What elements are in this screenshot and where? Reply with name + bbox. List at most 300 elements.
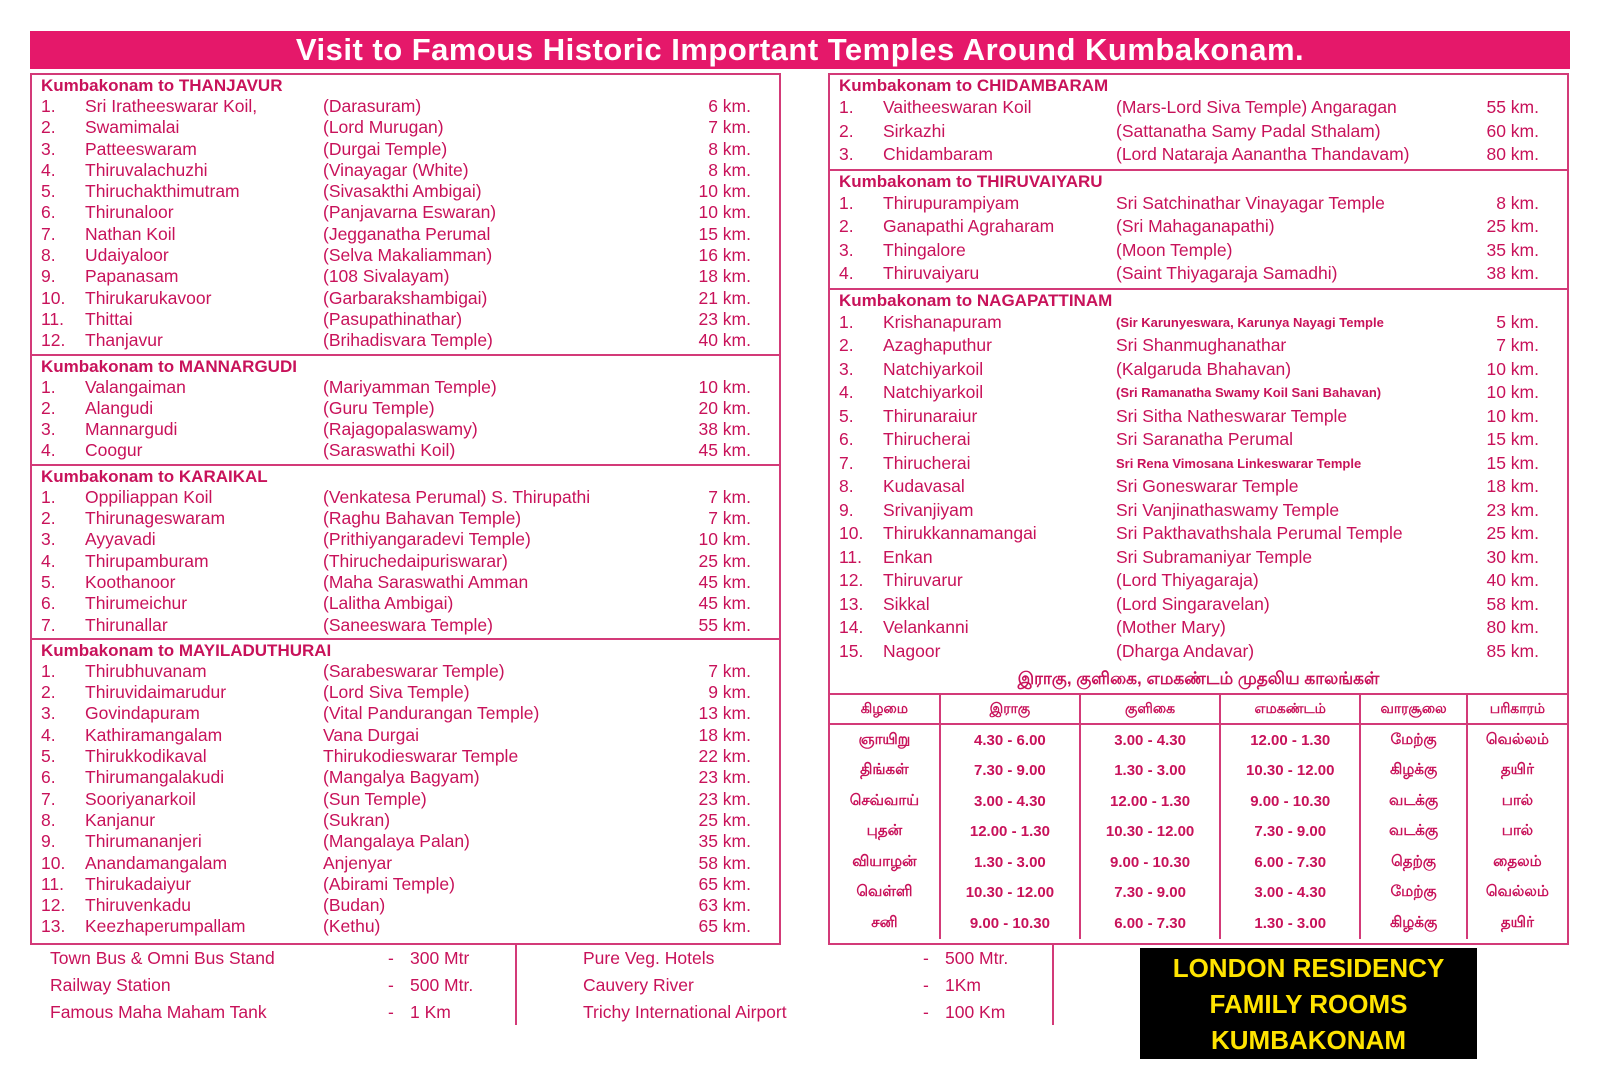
left-column [30, 73, 781, 945]
temple-number: 4. [41, 724, 56, 745]
temple-distance: 45 km. [698, 440, 751, 461]
temple-row [32, 746, 779, 767]
rahu-cell: தயிர் [1500, 913, 1534, 931]
temple-distance: 10 km. [1486, 405, 1539, 426]
temple-detail: (108 Sivalayam) [323, 266, 450, 287]
rahu-cell: 12.00 - 1.30 [1080, 786, 1220, 817]
rahu-cell: 1.30 - 3.00 [940, 847, 1080, 878]
temple-row [32, 96, 779, 117]
temple-number: 3. [839, 358, 854, 379]
temple-number: 6. [41, 767, 56, 788]
temple-number: 10. [41, 287, 66, 308]
nearby-dash: - [923, 948, 929, 968]
temple-detail: (Lord Nataraja Aanantha Thandavam) [1116, 144, 1410, 164]
temple-name: Thiruchakthimutram [85, 181, 240, 202]
rahu-row [830, 756, 1567, 787]
temple-name: Anandamangalam [85, 852, 228, 873]
temple-number: 7. [839, 452, 854, 473]
temple-distance: 22 km. [698, 746, 751, 767]
rahu-cell: 4.30 - 6.00 [940, 724, 1080, 756]
temple-number: 4. [41, 159, 56, 180]
temple-distance: 85 km. [1486, 640, 1539, 661]
temple-number: 12. [839, 570, 864, 590]
temple-name: Thittai [85, 308, 133, 329]
temple-name: Thirukarukavoor [85, 287, 212, 308]
rahu-row [830, 817, 1567, 848]
rahu-header: வாரசூலை [1360, 695, 1467, 724]
temple-detail: (Lord Thiyagaraja) [1116, 570, 1259, 590]
route-section [830, 290, 1567, 666]
temple-detail: (Vital Pandurangan Temple) [323, 703, 540, 724]
temple-number: 11. [41, 873, 65, 894]
temple-detail: (Mangalaya Palan) [323, 831, 470, 852]
nearby-list-1 [50, 945, 473, 1026]
temple-row [32, 181, 779, 202]
temple-row [32, 117, 779, 138]
temple-number: 4. [41, 440, 56, 461]
temple-name: Natchiyarkoil [883, 358, 984, 379]
temple-number: 1. [41, 486, 56, 507]
temple-row [830, 499, 1567, 523]
nearby-dash: - [388, 1002, 394, 1022]
temple-row [830, 522, 1567, 546]
temple-name: Velankanni [883, 617, 969, 637]
temple-number: 1. [839, 192, 854, 213]
rahu-cell: 9.00 - 10.30 [1220, 786, 1360, 817]
temple-name: Thirumangalakudi [85, 767, 225, 788]
temple-name: Srivanjiyam [883, 499, 974, 520]
temple-row [32, 160, 779, 181]
temple-number: 6. [41, 202, 56, 223]
temple-detail: (Sun Temple) [323, 788, 427, 809]
temple-row [830, 405, 1567, 429]
temple-name: Mannargudi [85, 419, 178, 440]
nearby-place: Cauvery River [583, 975, 694, 995]
temple-detail: Sri Shanmughanathar [1116, 335, 1287, 355]
temple-name: Azaghaputhur [883, 335, 992, 355]
temple-row [830, 143, 1567, 167]
temple-number: 6. [839, 429, 854, 449]
route-section [830, 75, 1567, 171]
temple-distance: 10 km. [698, 376, 751, 397]
temple-number: 4. [839, 263, 854, 283]
temple-distance: 38 km. [1486, 263, 1539, 283]
temple-name: Kudavasal [883, 476, 965, 496]
temple-distance: 25 km. [1486, 216, 1539, 236]
temple-detail: (Dharga Andavar) [1116, 640, 1255, 661]
rahu-cell: 10.30 - 12.00 [1220, 756, 1360, 787]
temple-detail: Sri Satchinathar Vinayagar Temple [1116, 192, 1385, 213]
right-column [828, 73, 1569, 945]
temple-detail: (Maha Saraswathi Amman [323, 571, 529, 592]
temple-number: 10. [839, 523, 864, 543]
temple-number: 3. [839, 144, 854, 164]
rahu-cell: பால் [1501, 791, 1534, 809]
rahu-cell: 6.00 - 7.30 [1080, 908, 1220, 939]
temple-distance: 23 km. [1486, 499, 1539, 520]
rahu-cell: கிழக்கு [1360, 756, 1467, 787]
temple-number: 9. [839, 499, 854, 520]
temple-name: Thirupurampiyam [883, 192, 1020, 213]
rahu-header: இராகு [940, 695, 1080, 724]
temple-detail: (Moon Temple) [1116, 239, 1233, 260]
temple-row [830, 192, 1567, 216]
temple-number: 10. [41, 852, 66, 873]
nearby-place: Railway Station [50, 975, 171, 995]
nearby-dash: - [388, 948, 394, 968]
temple-detail: (Prithiyangaradevi Temple) [323, 529, 531, 550]
temple-row [32, 309, 779, 330]
temple-number: 9. [41, 831, 56, 852]
temple-detail: (Lord Singaravelan) [1116, 593, 1270, 614]
temple-detail: (Sivasakthi Ambigai) [323, 181, 482, 202]
temple-distance: 13 km. [698, 703, 751, 724]
rahu-cell: வெல்லம் [1485, 730, 1549, 748]
nearby-row [583, 999, 1008, 1026]
temple-row [32, 767, 779, 788]
temple-detail: (Sukran) [323, 809, 391, 830]
temple-row [32, 440, 779, 461]
nearby-place: Famous Maha Maham Tank [50, 1002, 267, 1022]
rahu-cell: திங்கள் [830, 756, 940, 787]
temple-detail: (Sarabeswarar Temple) [323, 660, 505, 681]
temple-name: Nathan Koil [85, 223, 176, 244]
temple-name: Keezhaperumpallam [85, 916, 246, 937]
temple-row [830, 215, 1567, 239]
temple-row [32, 266, 779, 287]
temple-name: Papanasam [85, 266, 179, 287]
rahu-row [830, 724, 1567, 756]
temple-row [830, 239, 1567, 263]
rahu-header: பரிகாரம் [1467, 695, 1567, 724]
temple-detail: (Jegganatha Perumal [323, 223, 491, 244]
route-heading: Kumbakonam to MANNARGUDI [41, 356, 297, 376]
temple-row [830, 546, 1567, 570]
temple-detail: (Pasupathinathar) [323, 308, 463, 329]
rahu-header: எமகண்டம் [1220, 695, 1360, 724]
rahu-cell: மேற்கு [1360, 724, 1467, 756]
temple-distance: 23 km. [698, 767, 751, 788]
rahu-cell: தைலம் [1493, 852, 1542, 870]
temple-distance: 58 km. [1486, 593, 1539, 614]
temple-row [830, 428, 1567, 452]
temple-row [32, 661, 779, 682]
temple-distance: 30 km. [1486, 546, 1539, 567]
temple-name: Chidambaram [883, 144, 993, 164]
temple-detail: Sri Rena Vimosana Linkeswarar Temple [1116, 455, 1362, 471]
temple-number: 3. [41, 529, 56, 550]
temple-row [32, 419, 779, 440]
rahu-row [830, 847, 1567, 878]
temple-distance: 15 km. [1486, 452, 1539, 473]
temple-number: 7. [41, 223, 56, 244]
temple-name: Thirucherai [883, 429, 971, 449]
temple-name: Enkan [883, 546, 933, 567]
temple-row [830, 334, 1567, 358]
rahu-cell: 1.30 - 3.00 [1080, 756, 1220, 787]
temple-name: Kanjanur [85, 809, 156, 830]
temple-detail: Sri Sitha Natheswarar Temple [1116, 405, 1348, 426]
temple-row [32, 810, 779, 831]
temple-detail: (Saraswathi Koil) [323, 440, 456, 461]
temple-distance: 58 km. [698, 852, 751, 873]
temple-number: 3. [41, 419, 56, 440]
rahu-cell: வடக்கு [1360, 786, 1467, 817]
temple-detail: (Mariyamman Temple) [323, 376, 497, 397]
rahu-cell: பால் [1501, 822, 1534, 840]
temple-number: 4. [839, 382, 854, 402]
temple-detail: Sri Subramaniyar Temple [1116, 546, 1313, 567]
temple-name: Thirunaloor [85, 202, 174, 223]
temple-detail: (Thiruchedaipuriswarar) [323, 550, 508, 571]
temple-name: Thanjavur [85, 330, 163, 351]
temple-distance: 25 km. [698, 550, 751, 571]
temple-row [32, 398, 779, 419]
nearby-distance: 300 Mtr [410, 948, 470, 968]
route-section [830, 171, 1567, 290]
rahu-cell: 7.30 - 9.00 [1080, 878, 1220, 909]
temple-name: Sikkal [883, 593, 930, 614]
rahu-kalam-table [830, 695, 1567, 939]
temple-number: 2. [839, 120, 854, 141]
temple-number: 8. [41, 245, 56, 266]
temple-row [830, 381, 1567, 405]
temple-distance: 10 km. [1486, 358, 1539, 379]
temple-detail: (Mother Mary) [1116, 617, 1226, 637]
temple-distance: 10 km. [1486, 382, 1539, 402]
temple-number: 2. [41, 117, 56, 138]
temple-detail: (Rajagopalaswamy) [323, 419, 478, 440]
rahu-cell: தயிர் [1500, 761, 1534, 779]
temple-name: Sooriyanarkoil [85, 788, 196, 809]
temple-detail: Anjenyar [323, 852, 393, 873]
rahu-cell: 9.00 - 10.30 [940, 908, 1080, 939]
logo [1140, 948, 1477, 1059]
temple-distance: 45 km. [698, 571, 751, 592]
temple-number: 3. [41, 138, 56, 159]
temple-distance: 9 km. [708, 682, 751, 703]
temple-row [32, 377, 779, 398]
rahu-cell: 7.30 - 9.00 [940, 756, 1080, 787]
temple-detail: (Guru Temple) [323, 397, 435, 418]
nearby-dash: - [923, 1002, 929, 1022]
temple-distance: 7 km. [708, 660, 751, 681]
temple-detail: (Sattanatha Samy Padal Sthalam) [1116, 120, 1381, 141]
temple-number: 1. [839, 311, 854, 332]
rahu-cell: 9.00 - 10.30 [1080, 847, 1220, 878]
logo-line-3: KUMBAKONAM [1211, 1025, 1406, 1055]
temple-detail: (Sri Ramanatha Swamy Koil Sani Bahavan) [1116, 385, 1382, 400]
rahu-cell: 3.00 - 4.30 [1220, 878, 1360, 909]
rahu-cell: புதன் [830, 817, 940, 848]
nearby-place: Town Bus & Omni Bus Stand [50, 948, 275, 968]
rahu-cell: 6.00 - 7.30 [1220, 847, 1360, 878]
temple-name: Alangudi [85, 397, 154, 418]
temple-row [830, 262, 1567, 286]
temple-name: Ganapathi Agraharam [883, 216, 1055, 236]
temple-row [32, 725, 779, 746]
temple-name: Thiruvarur [883, 570, 963, 590]
page-title: Visit to Famous Historic Important Temples Around Kumbakonam. [30, 31, 1570, 69]
route-heading: Kumbakonam to THIRUVAIYARU [839, 171, 1103, 191]
rahu-cell: வெள்ளி [830, 878, 940, 909]
rahu-row [830, 786, 1567, 817]
nearby-dash: - [388, 975, 394, 995]
temple-name: Ayyavadi [85, 529, 156, 550]
rahu-cell: கிழக்கு [1360, 908, 1467, 939]
temple-number: 13. [41, 916, 66, 937]
temple-row [32, 245, 779, 266]
temple-name: Kathiramangalam [85, 724, 223, 745]
nearby-distance: 500 Mtr. [945, 948, 1009, 968]
temple-distance: 8 km. [1496, 192, 1539, 213]
temple-name: Natchiyarkoil [883, 382, 984, 402]
temple-number: 8. [839, 476, 854, 496]
temple-row [32, 874, 779, 895]
temple-distance: 8 km. [708, 159, 751, 180]
temple-distance: 18 km. [1486, 476, 1539, 496]
temple-distance: 7 km. [708, 486, 751, 507]
temple-detail: (Saint Thiyagaraja Samadhi) [1116, 263, 1338, 283]
temple-detail: Thirukodieswarar Temple [323, 746, 519, 767]
temple-row [830, 120, 1567, 144]
temple-row [830, 311, 1567, 335]
temple-name: Coogur [85, 440, 143, 461]
temple-name: Thirunaraiur [883, 405, 978, 426]
nearby-place: Trichy International Airport [583, 1002, 787, 1022]
temple-row [32, 682, 779, 703]
route-heading: Kumbakonam to CHIDAMBARAM [839, 76, 1109, 95]
temple-row [32, 916, 779, 937]
temple-detail: Sri Saranatha Perumal [1116, 429, 1294, 449]
temple-distance: 18 km. [698, 266, 751, 287]
nearby-place: Pure Veg. Hotels [583, 948, 715, 968]
rahu-cell: 12.00 - 1.30 [1220, 724, 1360, 756]
temple-distance: 15 km. [1486, 429, 1539, 449]
temple-detail: (Budan) [323, 895, 386, 916]
temple-name: Thirubhuvanam [85, 660, 207, 681]
rahu-cell: 1.30 - 3.00 [1220, 908, 1360, 939]
temple-row [32, 508, 779, 529]
temple-name: Thirukadaiyur [85, 873, 192, 894]
temple-detail: (Sir Karunyeswara, Karunya Nayagi Temple [1116, 314, 1384, 330]
temple-distance: 5 km. [1496, 311, 1539, 332]
temple-row [830, 593, 1567, 617]
temple-distance: 10 km. [698, 181, 751, 202]
temple-distance: 23 km. [698, 308, 751, 329]
temple-distance: 20 km. [698, 397, 751, 418]
temple-distance: 35 km. [1486, 239, 1539, 260]
nearby-list-2 [583, 945, 1008, 1026]
rahu-cell: 7.30 - 9.00 [1220, 817, 1360, 848]
rahu-cell: 10.30 - 12.00 [1080, 817, 1220, 848]
temple-number: 2. [41, 682, 56, 703]
temple-number: 13. [839, 593, 864, 614]
temple-name: Thiruvidaimarudur [85, 682, 227, 703]
temple-distance: 55 km. [1486, 97, 1539, 117]
temple-number: 15. [839, 640, 864, 661]
temple-detail: (Vinayagar (White) [323, 159, 469, 180]
temple-row [830, 640, 1567, 664]
temple-detail: (Saneeswara Temple) [323, 614, 493, 635]
logo-line-1: LONDON RESIDENCY [1172, 953, 1445, 983]
nearby-row [583, 945, 1008, 972]
nearby-row [50, 972, 473, 999]
temple-detail: (Garbarakshambigai) [323, 287, 488, 308]
temple-detail: (Mars-Lord Siva Temple) Angaragan [1116, 97, 1397, 117]
nearby-row [50, 999, 473, 1026]
temple-detail: Sri Goneswarar Temple [1116, 476, 1299, 496]
logo-line-2: FAMILY ROOMS [1209, 989, 1408, 1019]
temple-name: Thiruvaiyaru [883, 263, 980, 283]
temple-name: Thirunageswaram [85, 508, 226, 529]
temple-row [32, 615, 779, 636]
temple-number: 1. [839, 97, 854, 117]
temple-row [32, 551, 779, 572]
temple-row [32, 593, 779, 614]
temple-number: 6. [41, 593, 56, 614]
temple-number: 11. [839, 546, 863, 567]
temple-distance: 21 km. [698, 287, 751, 308]
temple-number: 2. [839, 216, 854, 236]
temple-row [32, 529, 779, 550]
temple-distance: 40 km. [1486, 570, 1539, 590]
temple-distance: 8 km. [708, 138, 751, 159]
route-section [32, 75, 779, 356]
route-heading: Kumbakonam to NAGAPATTINAM [839, 290, 1113, 310]
temple-name: Thirukkannamangai [883, 523, 1037, 543]
nearby-dash: - [923, 975, 929, 995]
temple-row [830, 96, 1567, 120]
temple-number: 2. [839, 335, 854, 355]
temple-name: Thirukkodikaval [85, 746, 207, 767]
rahu-header: கிழமை [830, 695, 940, 724]
rahu-cell: மேற்கு [1360, 878, 1467, 909]
temple-detail: (Selva Makaliamman) [323, 245, 493, 266]
temple-row [32, 853, 779, 874]
temple-distance: 25 km. [1486, 523, 1539, 543]
temple-detail: (Abirami Temple) [323, 873, 455, 894]
temple-row [32, 224, 779, 245]
temple-distance: 7 km. [708, 508, 751, 529]
temple-row [32, 895, 779, 916]
nearby-distance: 1 Km [410, 1002, 451, 1022]
temple-number: 5. [839, 405, 854, 426]
temple-number: 1. [41, 96, 56, 116]
rahu-cell: ஞாயிறு [830, 724, 940, 756]
rahu-cell: 10.30 - 12.00 [940, 878, 1080, 909]
temple-row [32, 789, 779, 810]
temple-detail: Vana Durgai [323, 724, 419, 745]
temple-detail: (Raghu Bahavan Temple) [323, 508, 522, 529]
temple-name: Thirupamburam [85, 550, 209, 571]
rahu-row [830, 908, 1567, 939]
temple-detail: (Brihadisvara Temple) [323, 330, 493, 351]
temple-distance: 35 km. [698, 831, 751, 852]
rahu-cell: செவ்வாய் [830, 786, 940, 817]
temple-distance: 55 km. [698, 614, 751, 635]
temple-distance: 63 km. [698, 895, 751, 916]
temple-row [830, 452, 1567, 476]
temple-name: Krishanapuram [883, 311, 1002, 332]
temple-distance: 65 km. [698, 916, 751, 937]
temple-distance: 38 km. [698, 419, 751, 440]
temple-name: Swamimalai [85, 117, 180, 138]
rahu-cell: 12.00 - 1.30 [940, 817, 1080, 848]
rahu-kalam-section [830, 665, 1567, 939]
temple-detail: (Panjavarna Eswaran) [323, 202, 497, 223]
temple-name: Patteeswaram [85, 138, 197, 159]
